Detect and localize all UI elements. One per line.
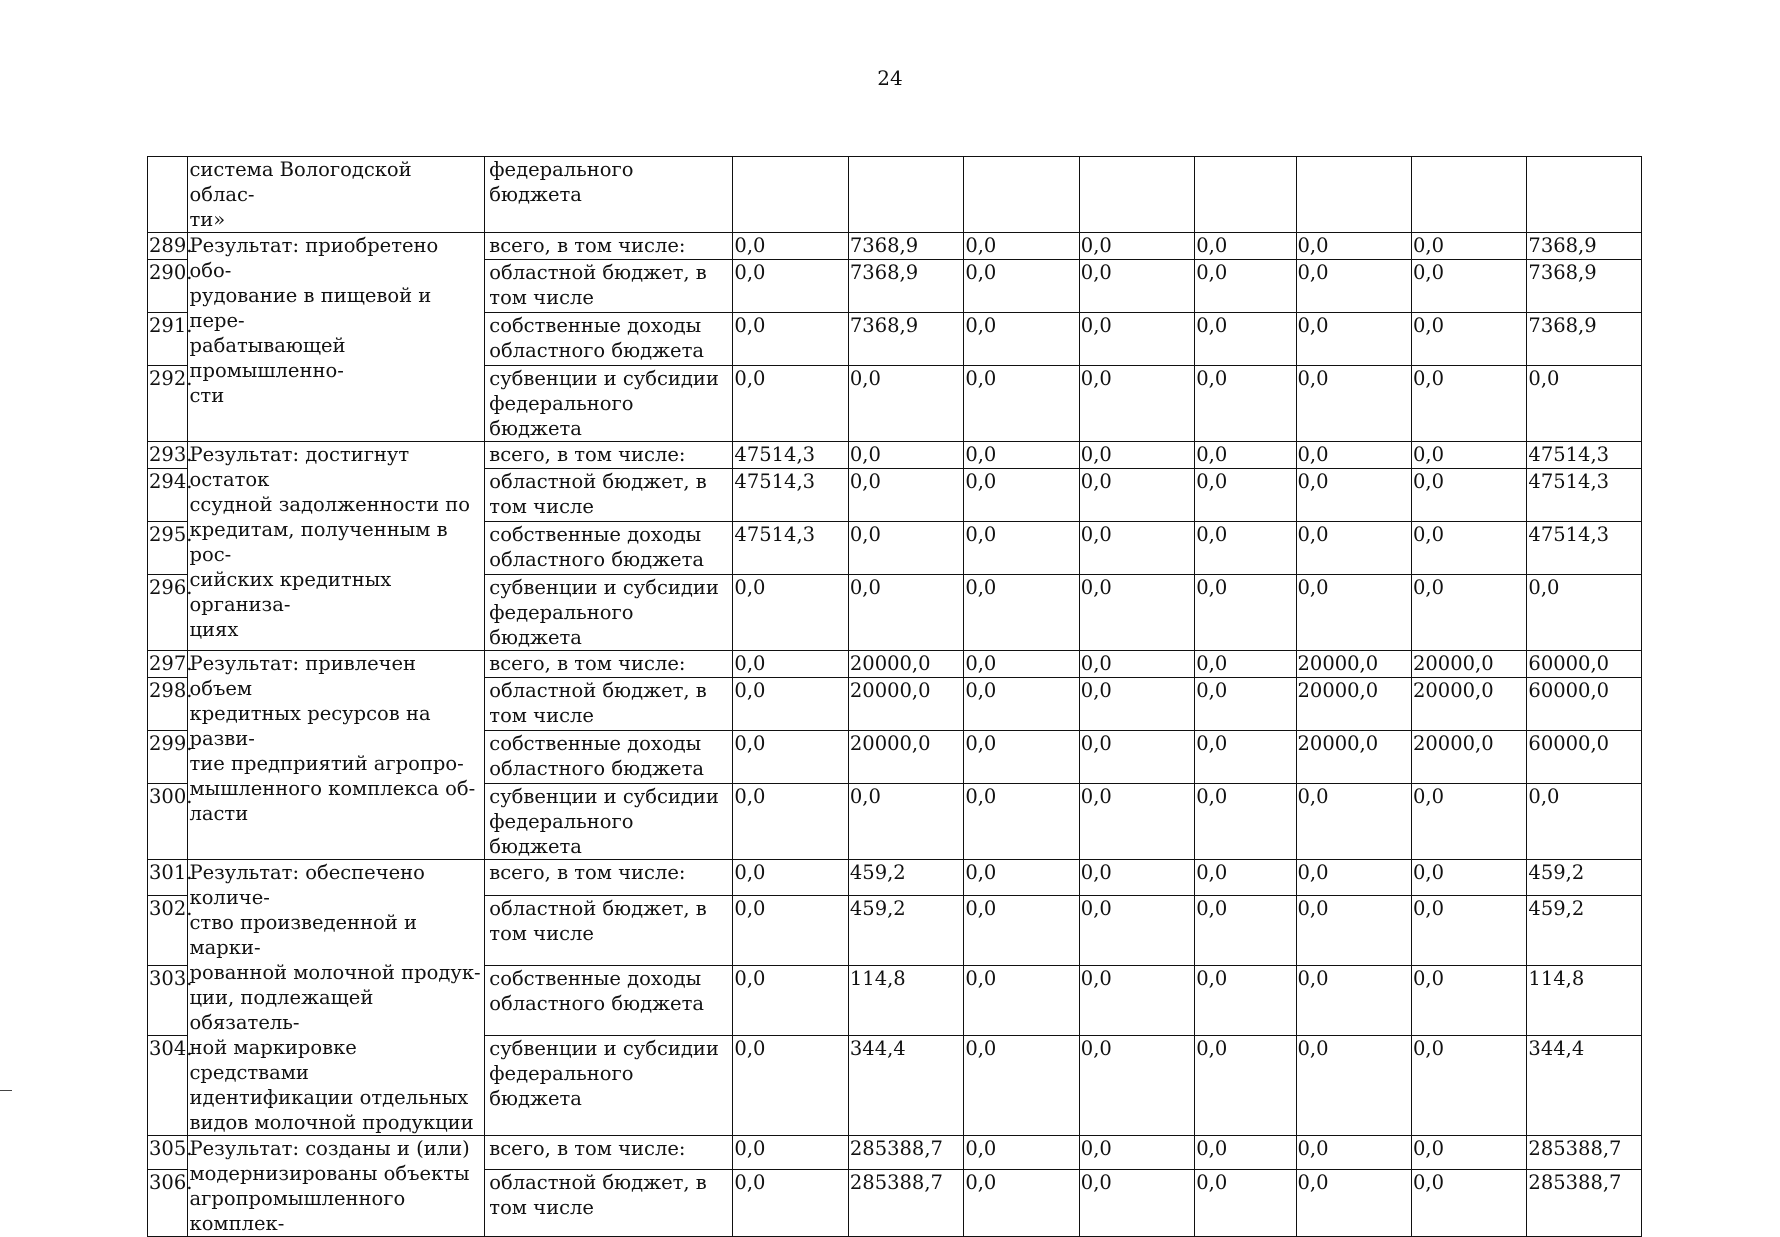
result-description: система Вологодской облас- ти» — [187, 157, 485, 233]
amount-cell: 285388,7 — [1527, 1170, 1642, 1237]
row-number: 298. — [148, 678, 188, 731]
amount-cell: 0,0 — [964, 895, 1079, 965]
amount-cell: 0,0 — [964, 522, 1079, 575]
amount-cell: 0,0 — [1296, 469, 1411, 522]
amount-cell: 0,0 — [848, 575, 963, 651]
amount-cell: 0,0 — [1411, 965, 1526, 1035]
amount-cell: 47514,3 — [1527, 442, 1642, 469]
amount-cell: 0,0 — [1411, 860, 1526, 896]
amount-cell: 0,0 — [1296, 522, 1411, 575]
funding-source: всего, в том числе: — [485, 233, 733, 260]
amount-cell: 0,0 — [1296, 260, 1411, 313]
amount-cell: 0,0 — [964, 731, 1079, 784]
amount-cell: 285388,7 — [1527, 1136, 1642, 1170]
funding-source: всего, в том числе: — [485, 1136, 733, 1170]
amount-cell: 20000,0 — [1296, 651, 1411, 678]
amount-cell: 0,0 — [1296, 1170, 1411, 1237]
amount-cell: 0,0 — [1296, 1035, 1411, 1135]
amount-cell: 0,0 — [1195, 784, 1296, 860]
amount-cell: 0,0 — [848, 442, 963, 469]
amount-cell: 47514,3 — [733, 469, 848, 522]
amount-cell: 0,0 — [1195, 651, 1296, 678]
amount-cell — [1195, 157, 1296, 233]
amount-cell: 7368,9 — [848, 313, 963, 366]
amount-cell: 0,0 — [1296, 784, 1411, 860]
amount-cell: 0,0 — [1079, 895, 1194, 965]
amount-cell: 7368,9 — [1527, 313, 1642, 366]
funding-source: субвенции и субсидии федерального бюджета — [485, 784, 733, 860]
amount-cell: 0,0 — [1195, 366, 1296, 442]
amount-cell: 0,0 — [1411, 522, 1526, 575]
amount-cell: 20000,0 — [1296, 731, 1411, 784]
amount-cell: 0,0 — [1411, 313, 1526, 366]
amount-cell: 0,0 — [1195, 1035, 1296, 1135]
amount-cell: 0,0 — [964, 1170, 1079, 1237]
result-description: Результат: привлечен объем кредитных ресурсов на разви- тие предприятий агропро- мышленного комплекса об- ласти — [187, 651, 485, 860]
amount-cell: 0,0 — [1296, 313, 1411, 366]
row-number: 293. — [148, 442, 188, 469]
amount-cell: 0,0 — [1079, 469, 1194, 522]
page-number: 24 — [877, 66, 903, 90]
funding-source: всего, в том числе: — [485, 442, 733, 469]
amount-cell: 0,0 — [1195, 1136, 1296, 1170]
amount-cell: 0,0 — [1411, 1035, 1526, 1135]
amount-cell: 0,0 — [1411, 442, 1526, 469]
budget-table-container — [147, 156, 1642, 1237]
amount-cell: 20000,0 — [848, 651, 963, 678]
amount-cell: 0,0 — [848, 469, 963, 522]
amount-cell: 47514,3 — [1527, 469, 1642, 522]
amount-cell: 0,0 — [964, 784, 1079, 860]
amount-cell: 0,0 — [733, 575, 848, 651]
amount-cell: 0,0 — [1527, 784, 1642, 860]
budget-table — [147, 156, 1642, 1237]
result-description: Результат: приобретено обо- рудование в пищевой и пере- рабатывающей промышленно- сти — [187, 233, 485, 442]
table-row — [148, 157, 1642, 233]
funding-source: собственные доходы областного бюджета — [485, 731, 733, 784]
row-number: 292. — [148, 366, 188, 442]
amount-cell: 0,0 — [733, 965, 848, 1035]
amount-cell: 7368,9 — [1527, 233, 1642, 260]
amount-cell: 0,0 — [1079, 651, 1194, 678]
amount-cell: 0,0 — [1195, 442, 1296, 469]
amount-cell: 0,0 — [848, 784, 963, 860]
amount-cell: 0,0 — [1411, 469, 1526, 522]
amount-cell: 20000,0 — [1411, 678, 1526, 731]
amount-cell: 0,0 — [848, 366, 963, 442]
amount-cell: 0,0 — [1195, 522, 1296, 575]
amount-cell: 20000,0 — [1411, 731, 1526, 784]
amount-cell: 0,0 — [1411, 895, 1526, 965]
amount-cell: 0,0 — [733, 895, 848, 965]
amount-cell: 0,0 — [733, 860, 848, 896]
amount-cell: 344,4 — [1527, 1035, 1642, 1135]
amount-cell: 7368,9 — [848, 233, 963, 260]
amount-cell: 0,0 — [733, 313, 848, 366]
row-number: 296. — [148, 575, 188, 651]
table-row — [148, 860, 1642, 896]
amount-cell: 0,0 — [1296, 1136, 1411, 1170]
funding-source: всего, в том числе: — [485, 860, 733, 896]
row-number: 303. — [148, 965, 188, 1035]
funding-source: субвенции и субсидии федерального бюджета — [485, 575, 733, 651]
funding-source: областной бюджет, в том числе — [485, 678, 733, 731]
amount-cell: 20000,0 — [848, 678, 963, 731]
amount-cell: 114,8 — [848, 965, 963, 1035]
amount-cell: 0,0 — [964, 313, 1079, 366]
table-row — [148, 233, 1642, 260]
amount-cell: 0,0 — [964, 575, 1079, 651]
amount-cell: 0,0 — [964, 860, 1079, 896]
amount-cell: 0,0 — [848, 522, 963, 575]
amount-cell: 0,0 — [1527, 575, 1642, 651]
amount-cell: 0,0 — [964, 233, 1079, 260]
amount-cell: 0,0 — [1079, 860, 1194, 896]
amount-cell: 0,0 — [1411, 233, 1526, 260]
amount-cell: 0,0 — [1296, 965, 1411, 1035]
amount-cell: 0,0 — [1195, 469, 1296, 522]
table-row — [148, 442, 1642, 469]
amount-cell: 0,0 — [733, 678, 848, 731]
amount-cell: 0,0 — [1195, 895, 1296, 965]
funding-source: субвенции и субсидии федерального бюджета — [485, 1035, 733, 1135]
amount-cell: 344,4 — [848, 1035, 963, 1135]
row-number: 306. — [148, 1170, 188, 1237]
amount-cell: 0,0 — [1079, 784, 1194, 860]
funding-source: всего, в том числе: — [485, 651, 733, 678]
amount-cell: 0,0 — [733, 731, 848, 784]
amount-cell: 0,0 — [733, 651, 848, 678]
funding-source: собственные доходы областного бюджета — [485, 522, 733, 575]
amount-cell: 0,0 — [733, 784, 848, 860]
amount-cell: 0,0 — [1411, 575, 1526, 651]
amount-cell — [1527, 157, 1642, 233]
amount-cell: 0,0 — [1079, 575, 1194, 651]
row-number: 290. — [148, 260, 188, 313]
amount-cell: 0,0 — [1079, 233, 1194, 260]
amount-cell: 0,0 — [964, 965, 1079, 1035]
amount-cell: 60000,0 — [1527, 731, 1642, 784]
amount-cell: 7368,9 — [1527, 260, 1642, 313]
amount-cell: 0,0 — [1195, 860, 1296, 896]
row-number: 297. — [148, 651, 188, 678]
amount-cell: 0,0 — [1079, 260, 1194, 313]
amount-cell — [964, 157, 1079, 233]
funding-source: областной бюджет, в том числе — [485, 260, 733, 313]
amount-cell: 47514,3 — [733, 522, 848, 575]
amount-cell: 0,0 — [1296, 233, 1411, 260]
row-number: 289. — [148, 233, 188, 260]
amount-cell: 0,0 — [964, 442, 1079, 469]
funding-source: областной бюджет, в том числе — [485, 1170, 733, 1237]
amount-cell: 0,0 — [1195, 1170, 1296, 1237]
amount-cell: 0,0 — [1296, 366, 1411, 442]
amount-cell: 0,0 — [1411, 260, 1526, 313]
amount-cell: 20000,0 — [848, 731, 963, 784]
amount-cell: 0,0 — [1195, 731, 1296, 784]
amount-cell: 0,0 — [1079, 366, 1194, 442]
amount-cell: 0,0 — [1195, 233, 1296, 260]
amount-cell: 0,0 — [1296, 575, 1411, 651]
amount-cell: 459,2 — [1527, 860, 1642, 896]
row-number: 304. — [148, 1035, 188, 1135]
result-description: Результат: достигнут остаток ссудной задолженности по кредитам, полученным в рос- сийских кредитных организа- циях — [187, 442, 485, 651]
amount-cell: 0,0 — [964, 1035, 1079, 1135]
result-description: Результат: созданы и (или) модернизированы объекты агропромышленного комплек- — [187, 1136, 485, 1237]
amount-cell: 0,0 — [733, 1170, 848, 1237]
amount-cell: 0,0 — [1296, 860, 1411, 896]
row-number: 299. — [148, 731, 188, 784]
amount-cell: 0,0 — [1195, 313, 1296, 366]
amount-cell: 0,0 — [1195, 678, 1296, 731]
row-number: 301. — [148, 860, 188, 896]
amount-cell: 0,0 — [1411, 1136, 1526, 1170]
amount-cell: 60000,0 — [1527, 678, 1642, 731]
amount-cell: 0,0 — [1411, 1170, 1526, 1237]
amount-cell: 0,0 — [964, 469, 1079, 522]
amount-cell: 0,0 — [1411, 784, 1526, 860]
amount-cell: 0,0 — [1527, 366, 1642, 442]
amount-cell: 60000,0 — [1527, 651, 1642, 678]
amount-cell: 114,8 — [1527, 965, 1642, 1035]
amount-cell: 0,0 — [1296, 442, 1411, 469]
funding-source: субвенции и субсидии федерального бюджета — [485, 366, 733, 442]
funding-source: областной бюджет, в том числе — [485, 895, 733, 965]
amount-cell: 0,0 — [1079, 1136, 1194, 1170]
amount-cell: 0,0 — [733, 366, 848, 442]
amount-cell: 459,2 — [1527, 895, 1642, 965]
amount-cell: 0,0 — [964, 1136, 1079, 1170]
row-number: 294. — [148, 469, 188, 522]
row-number: 295. — [148, 522, 188, 575]
amount-cell: 0,0 — [1079, 1170, 1194, 1237]
amount-cell — [733, 157, 848, 233]
amount-cell: 285388,7 — [848, 1136, 963, 1170]
row-number: 302. — [148, 895, 188, 965]
amount-cell: 0,0 — [1079, 442, 1194, 469]
amount-cell: 0,0 — [733, 233, 848, 260]
amount-cell: 459,2 — [848, 895, 963, 965]
amount-cell: 0,0 — [964, 651, 1079, 678]
row-number: 305. — [148, 1136, 188, 1170]
amount-cell: 0,0 — [733, 260, 848, 313]
amount-cell — [848, 157, 963, 233]
table-row — [148, 651, 1642, 678]
amount-cell: 0,0 — [733, 1136, 848, 1170]
funding-source: федерального бюджета — [485, 157, 733, 233]
amount-cell: 0,0 — [1411, 366, 1526, 442]
amount-cell: 0,0 — [964, 260, 1079, 313]
row-number — [148, 157, 188, 233]
table-row — [148, 1136, 1642, 1170]
result-description: Результат: обеспечено количе- ство произведенной и марки- рованной молочной продук- ции, подлежащей обязатель- ной маркировке средствами идентификации отдельных видов молочной продукции — [187, 860, 485, 1136]
amount-cell: 0,0 — [1195, 965, 1296, 1035]
amount-cell: 47514,3 — [1527, 522, 1642, 575]
funding-source: областной бюджет, в том числе — [485, 469, 733, 522]
amount-cell: 7368,9 — [848, 260, 963, 313]
amount-cell — [1296, 157, 1411, 233]
amount-cell: 0,0 — [1079, 965, 1194, 1035]
amount-cell: 0,0 — [964, 678, 1079, 731]
amount-cell — [1411, 157, 1526, 233]
amount-cell: 0,0 — [1079, 678, 1194, 731]
amount-cell: 0,0 — [964, 366, 1079, 442]
amount-cell: 47514,3 — [733, 442, 848, 469]
table-body — [148, 157, 1642, 1237]
row-number: 291. — [148, 313, 188, 366]
amount-cell: 0,0 — [1296, 895, 1411, 965]
amount-cell: 0,0 — [1079, 313, 1194, 366]
amount-cell: 285388,7 — [848, 1170, 963, 1237]
amount-cell: 0,0 — [1079, 731, 1194, 784]
amount-cell: 20000,0 — [1411, 651, 1526, 678]
funding-source: собственные доходы областного бюджета — [485, 313, 733, 366]
amount-cell: 0,0 — [1079, 522, 1194, 575]
amount-cell: 0,0 — [1195, 260, 1296, 313]
amount-cell: 0,0 — [1195, 575, 1296, 651]
funding-source: собственные доходы областного бюджета — [485, 965, 733, 1035]
amount-cell: 459,2 — [848, 860, 963, 896]
amount-cell — [1079, 157, 1194, 233]
margin-mark — [0, 1090, 12, 1091]
amount-cell: 0,0 — [733, 1035, 848, 1135]
row-number: 300. — [148, 784, 188, 860]
amount-cell: 20000,0 — [1296, 678, 1411, 731]
amount-cell: 0,0 — [1079, 1035, 1194, 1135]
